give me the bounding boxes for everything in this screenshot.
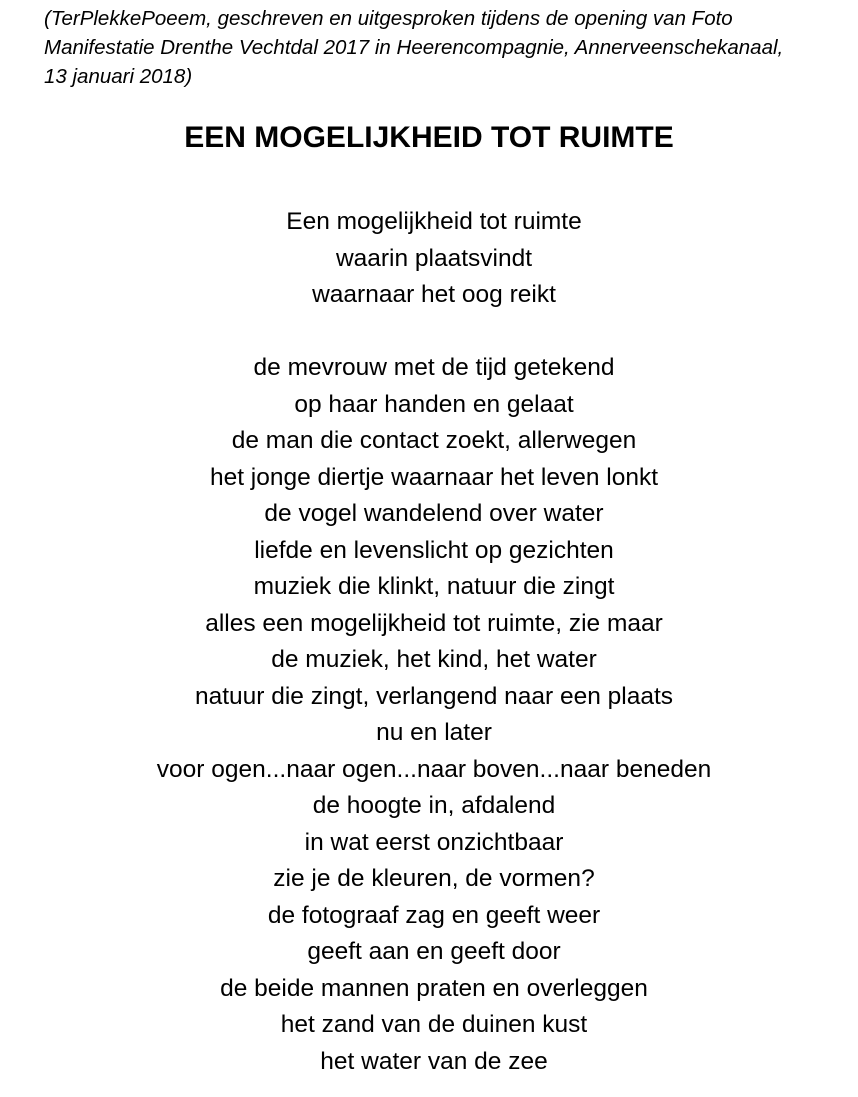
poem-line: de beide mannen praten en overleggen [220, 974, 648, 1002]
poem-line: het water van de zee [320, 1047, 548, 1075]
poem-title: EEN MOGELIJKHEID TOT RUIMTE [184, 121, 674, 154]
poem-line: geeft aan en geeft door [307, 938, 561, 965]
stanza [0, 350, 858, 1080]
intro-line: 13 januari 2018) [44, 65, 193, 88]
poem-line: natuur die zingt, verlangend naar een plaats [194, 682, 674, 710]
poem-line: in wat eerst onzichtbaar [304, 828, 564, 856]
poem-line: voor ogen...naar ogen...naar boven...naar beneden [156, 755, 712, 783]
poem-line: het jonge diertje waarnaar het leven lonkt [209, 463, 659, 491]
poem-line: de fotograaf zag en geeft weer [267, 901, 601, 929]
poem-line: zie je de kleuren, de vormen? [273, 865, 595, 892]
intro-line: (TerPlekkePoeem, geschreven en uitgesproken tijdens de opening van Foto [44, 7, 733, 30]
poem-line: Een mogelijkheid tot ruimte [286, 208, 582, 235]
poem-line: muziek die klinkt, natuur die zingt [253, 573, 615, 600]
poem-line: waarnaar het oog reikt [312, 281, 556, 308]
poem-line: de mevrouw met de tijd getekend [253, 354, 615, 381]
intro-note [44, 4, 844, 91]
intro-line: Manifestatie Drenthe Vechtdal 2017 in Heerencompagnie, Annerveenschekanaal, [44, 36, 784, 59]
poem-line: nu en later [376, 719, 492, 746]
poem-line: het zand van de duinen kust [280, 1011, 588, 1038]
poem-line: alles een mogelijkheid tot ruimte, zie maar [205, 609, 663, 637]
poem-line: de muziek, het kind, het water [271, 646, 597, 673]
poem-line: op haar handen en gelaat [294, 390, 574, 418]
poem-line: waarin plaatsvindt [335, 244, 533, 272]
poem-line: liefde en levenslicht op gezichten [254, 536, 614, 564]
poem-line: de vogel wandelend over water [264, 500, 604, 527]
stanza [0, 204, 858, 314]
poem-body [0, 204, 858, 1080]
poem-line: de hoogte in, afdalend [312, 792, 556, 819]
poem-line: de man die contact zoekt, allerwegen [231, 427, 637, 454]
stanza-break [0, 314, 858, 351]
